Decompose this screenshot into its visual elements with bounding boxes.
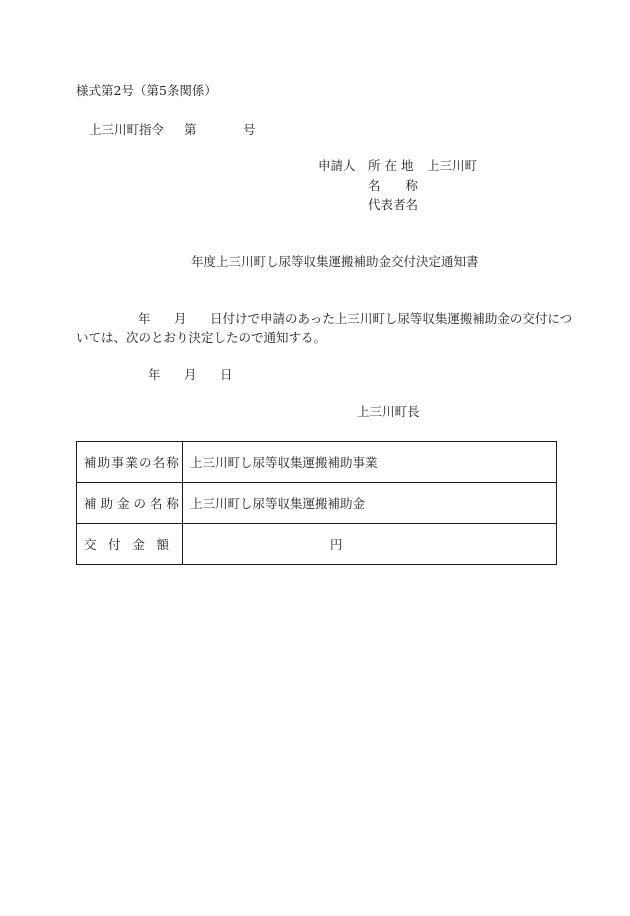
label-char: 事 bbox=[111, 455, 124, 470]
row-label bbox=[77, 524, 183, 565]
label-char: 称 bbox=[166, 455, 179, 470]
location-label: 所 在 地 bbox=[368, 158, 414, 173]
label-char: 補 bbox=[84, 455, 97, 470]
date-year: 年 bbox=[148, 367, 161, 382]
label-char: 助 bbox=[100, 496, 113, 511]
directive-prefix: 上三川町指令 bbox=[89, 122, 165, 137]
subsidy-table bbox=[76, 441, 557, 565]
directive-go: 号 bbox=[243, 122, 256, 137]
representative-label: 代表者名 bbox=[368, 197, 419, 212]
form-number: 様式第2号（第5条関係） bbox=[76, 83, 217, 98]
label-char: 金 bbox=[132, 537, 145, 552]
document-title: 年度上三川町し尿等収集運搬補助金交付決定通知書 bbox=[191, 254, 479, 269]
directive-dai: 第 bbox=[184, 122, 197, 137]
table-row bbox=[77, 442, 557, 483]
label-char: 交 bbox=[84, 537, 97, 552]
label-char: の bbox=[138, 455, 152, 470]
location-value: 上三川町 bbox=[427, 158, 478, 173]
label-char: 名 bbox=[152, 455, 166, 470]
label-char: の bbox=[133, 496, 146, 511]
body-line2: いては、次のとおり決定したので通知する。 bbox=[76, 330, 327, 345]
label-char: 付 bbox=[108, 537, 121, 552]
body-line1: 日付けで申請のあった上三川町し尿等収集運搬補助金の交付につ bbox=[210, 311, 573, 326]
label-char: 補 bbox=[84, 496, 97, 511]
label-char: 名 bbox=[149, 496, 163, 511]
row-label bbox=[77, 442, 183, 483]
body-month: 月 bbox=[174, 311, 187, 326]
body-year: 年 bbox=[138, 311, 151, 326]
label-char: 額 bbox=[156, 537, 169, 552]
row-label bbox=[77, 483, 183, 524]
name-label: 名 称 bbox=[368, 178, 419, 193]
label-char: 助 bbox=[97, 455, 111, 470]
label-chars bbox=[84, 453, 179, 471]
label-chars bbox=[84, 535, 169, 553]
table-row bbox=[77, 483, 557, 524]
table-row bbox=[77, 524, 557, 565]
label-char: 業 bbox=[125, 455, 138, 470]
label-chars bbox=[84, 494, 179, 512]
label-char: 称 bbox=[166, 496, 179, 511]
applicant-label: 申請人 bbox=[318, 158, 356, 173]
date-month: 月 bbox=[184, 367, 197, 382]
row-value: 上三川町し尿等収集運搬補助事業 bbox=[183, 442, 557, 483]
label-char: 金 bbox=[116, 496, 130, 511]
row-value: 上三川町し尿等収集運搬補助金 bbox=[183, 483, 557, 524]
issuer: 上三川町長 bbox=[357, 404, 420, 419]
row-value: 円 bbox=[183, 524, 557, 565]
date-day: 日 bbox=[220, 367, 233, 382]
